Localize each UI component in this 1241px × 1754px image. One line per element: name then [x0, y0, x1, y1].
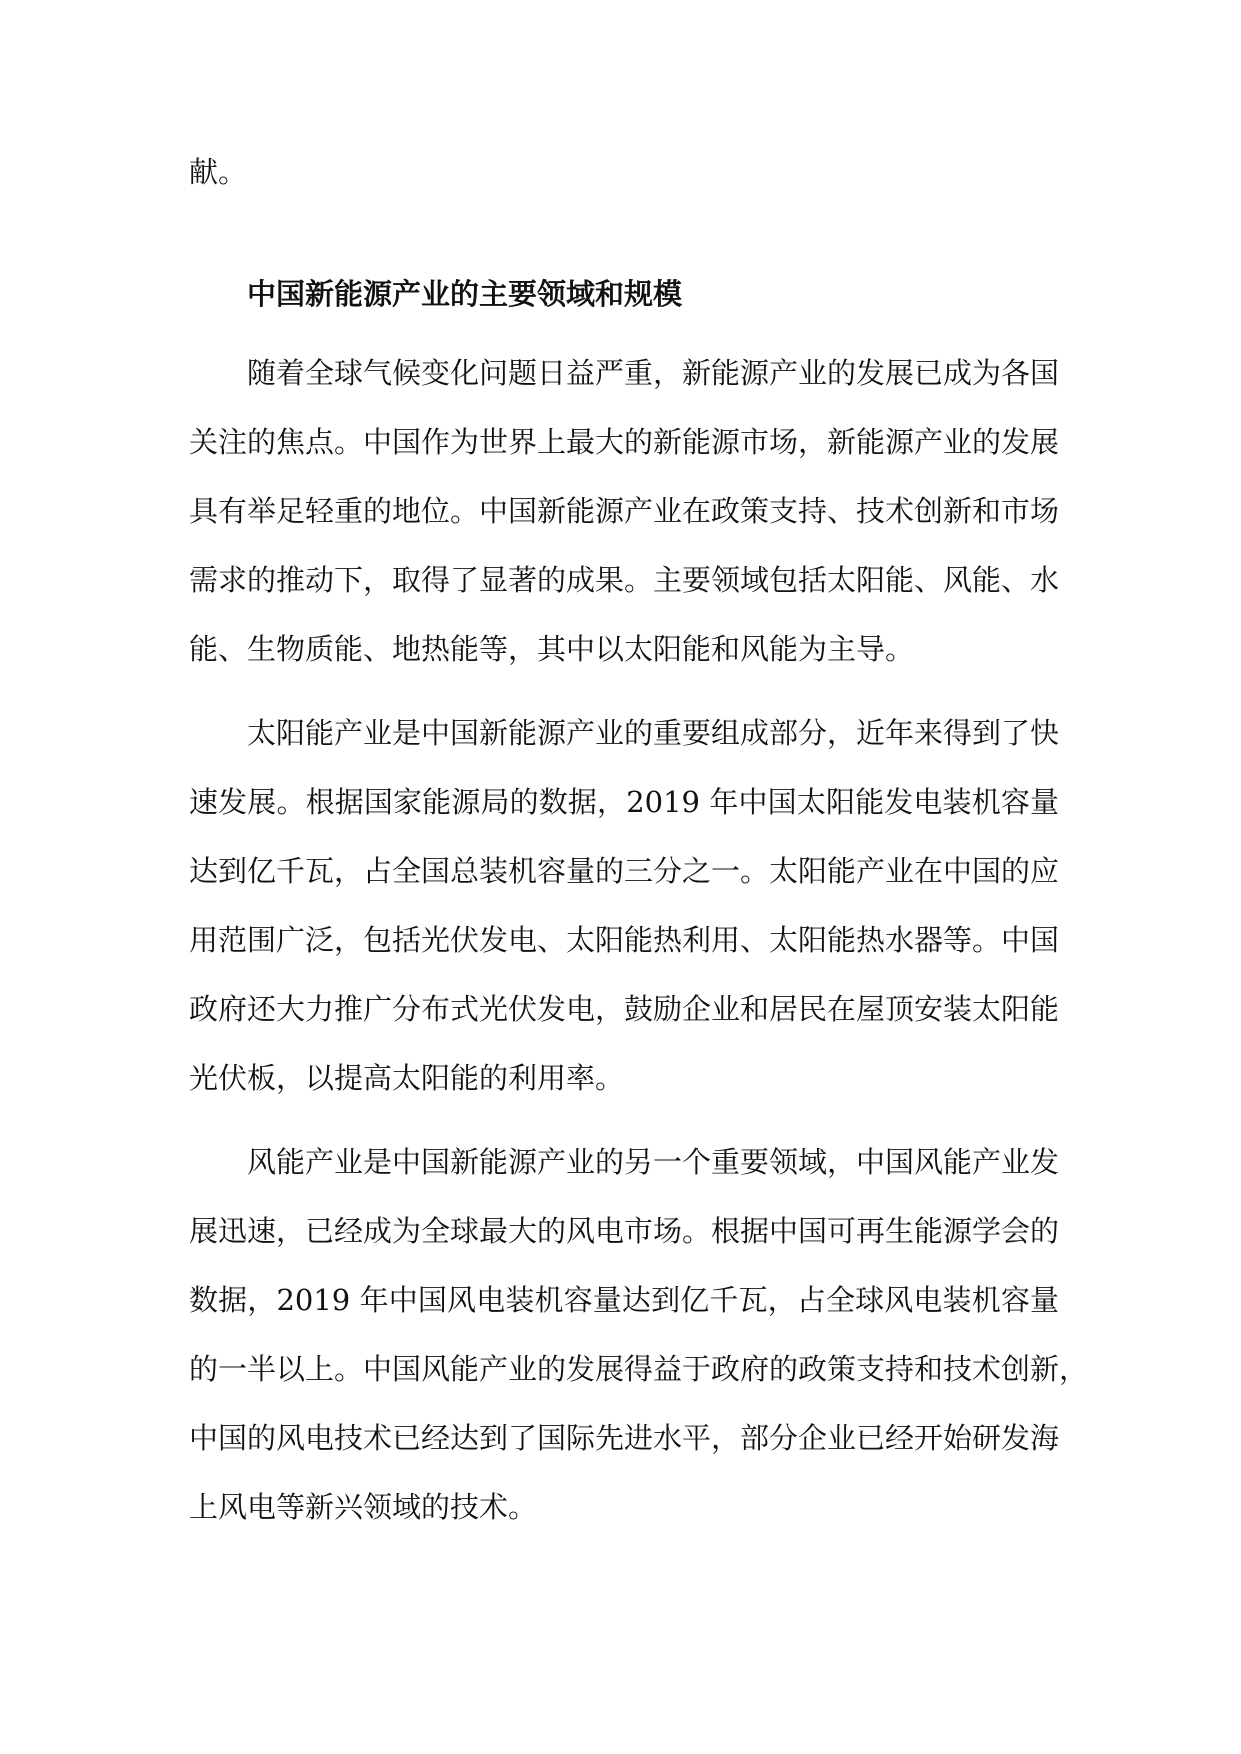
paragraph-line: 中国的风电技术已经达到了国际先进水平，部分企业已经开始研发海 — [189, 1421, 1060, 1455]
paragraph-line: 太阳能产业是中国新能源产业的重要组成部分，近年来得到了快 — [247, 716, 1060, 750]
paragraph-solar — [189, 699, 1059, 1113]
paragraph-line: 速发展。根据国家能源局的数据，2019 年中国太阳能发电装机容量 — [189, 785, 1059, 819]
paragraph-line: 上风电等新兴领域的技术。 — [189, 1490, 538, 1524]
paragraph-line: 光伏板，以提高太阳能的利用率。 — [189, 1061, 625, 1095]
paragraph-line: 具有举足轻重的地位。中国新能源产业在政策支持、技术创新和市场 — [189, 494, 1060, 528]
carry-over-text: 献。 — [189, 155, 248, 189]
paragraph-line: 政府还大力推广分布式光伏发电，鼓励企业和居民在屋顶安装太阳能 — [189, 992, 1060, 1026]
paragraph-line: 需求的推动下，取得了显著的成果。主要领域包括太阳能、风能、水 — [189, 563, 1060, 597]
paragraph-line: 展迅速，已经成为全球最大的风电市场。根据中国可再生能源学会的 — [189, 1214, 1060, 1248]
paragraph-line: 用范围广泛，包括光伏发电、太阳能热利用、太阳能热水器等。中国 — [189, 923, 1060, 957]
paragraph-line: 随着全球气候变化问题日益严重，新能源产业的发展已成为各国 — [247, 356, 1060, 390]
paragraph-line: 能、生物质能、地热能等，其中以太阳能和风能为主导。 — [189, 632, 915, 666]
paragraph-line: 关注的焦点。中国作为世界上最大的新能源市场，新能源产业的发展 — [189, 425, 1060, 459]
paragraph-intro — [189, 339, 1059, 684]
paragraph-line: 风能产业是中国新能源产业的另一个重要领域，中国风能产业发 — [247, 1145, 1060, 1179]
paragraph-line: 数据，2019 年中国风电装机容量达到亿千瓦，占全球风电装机容量 — [189, 1283, 1059, 1317]
section-heading: 中国新能源产业的主要领域和规模 — [247, 277, 683, 311]
paragraph-wind — [189, 1128, 1089, 1542]
document-body — [189, 142, 1089, 1542]
paragraph-line: 达到亿千瓦，占全国总装机容量的三分之一。太阳能产业在中国的应 — [189, 854, 1060, 888]
paragraph-line: 的一半以上。中国风能产业的发展得益于政府的政策支持和技术创新， — [189, 1352, 1089, 1386]
